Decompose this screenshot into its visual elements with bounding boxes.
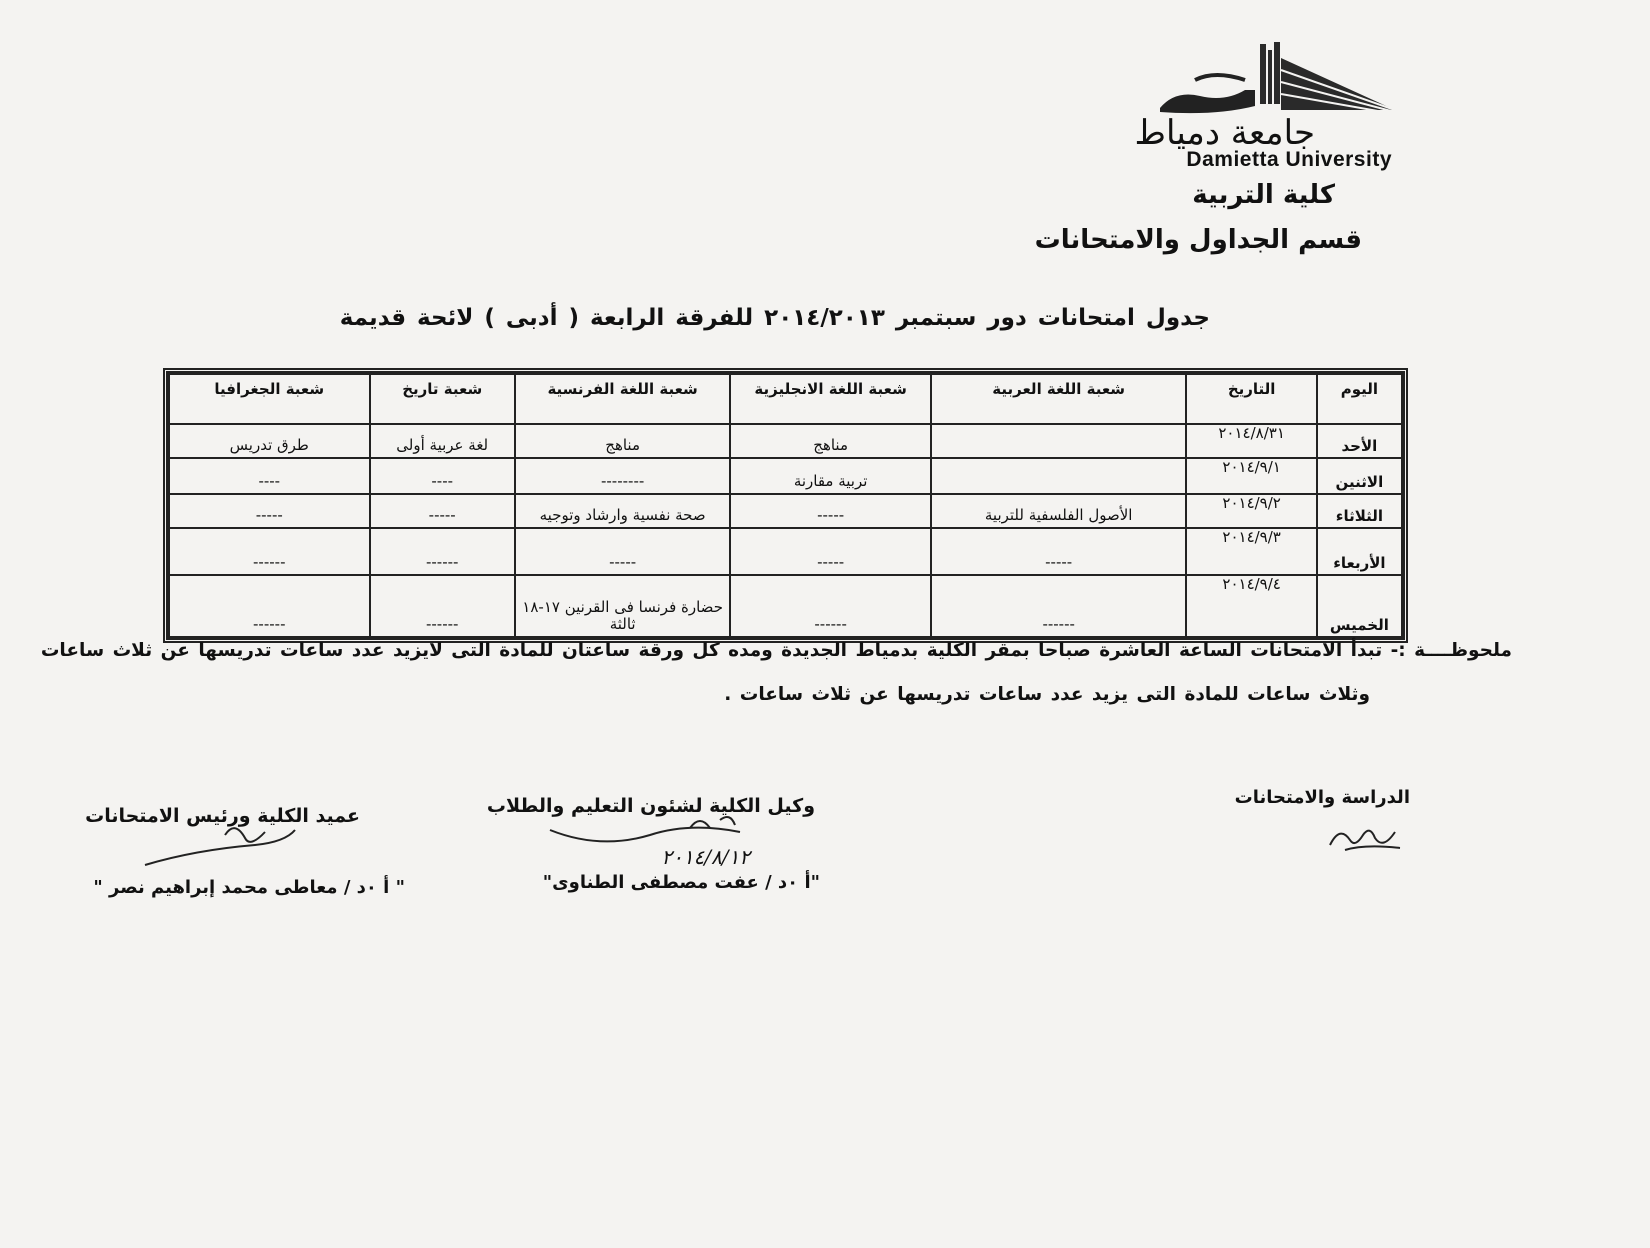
faculty-name: كلية التربية (1192, 180, 1335, 210)
header-arabic: شعبة اللغة العربية (931, 374, 1187, 424)
page-title: جدول امتحانات دور سبتمبر ٢٠١٤/٢٠١٣ للفرقة الرابعة ( أدبى ) لائحة قديمة (339, 305, 1210, 331)
history-cell: ------ (370, 528, 515, 575)
vice-dean-signature-date: ٢٠١٤/٨/١٢ (661, 845, 750, 869)
history-cell: ------ (370, 575, 515, 637)
exam-schedule-table (163, 368, 1408, 643)
french-cell: صحة نفسية وارشاد وتوجيه (515, 494, 731, 528)
geography-cell: ----- (169, 494, 370, 528)
table-row (169, 424, 1402, 458)
geography-cell: ---- (169, 458, 370, 494)
date-cell: ٢٠١٤/٩/٣ (1186, 528, 1316, 575)
history-cell: لغة عربية أولى (370, 424, 515, 458)
department-name: قسم الجداول والامتحانات (1034, 225, 1362, 255)
initials-signature (1325, 820, 1405, 855)
table-row (169, 494, 1402, 528)
note-line-1: ملحوظــــة :- تبدأ الامتحانات الساعة العاشرة صباحا بمقر الكلية بدمياط الجديدة ومده كل ورقة ساعتان للمادة التى لايزيد عدد ساعات تدريسها عن ثلاث ساعات (40, 640, 1512, 661)
french-cell: -------- (515, 458, 731, 494)
arabic-cell: ------ (931, 575, 1187, 637)
arabic-cell (931, 458, 1187, 494)
day-cell: الثلاثاء (1317, 494, 1402, 528)
header-geography: شعبة الجغرافيا (169, 374, 370, 424)
french-cell: ----- (515, 528, 731, 575)
arabic-cell: ----- (931, 528, 1187, 575)
dean-name: " أ ٠د / معاطى محمد إبراهيم نصر " (93, 877, 405, 898)
damietta-university-logo (1155, 40, 1395, 118)
history-cell: ---- (370, 458, 515, 494)
geography-cell: ------ (169, 575, 370, 637)
note-line-2: وثلاث ساعات للمادة التى يزيد عدد ساعات تدريسها عن ثلاث ساعات . (724, 684, 1370, 705)
day-cell: الاثنين (1317, 458, 1402, 494)
day-cell: الأحد (1317, 424, 1402, 458)
table-header-row (169, 374, 1402, 424)
day-cell: الخميس (1317, 575, 1402, 637)
date-cell: ٢٠١٤/٩/١ (1186, 458, 1316, 494)
date-cell: ٢٠١٤/٩/٤ (1186, 575, 1316, 637)
french-cell: حضارة فرنسا فى القرنين ١٧-١٨ ثالثة (515, 575, 731, 637)
vice-dean-title: وكيل الكلية لشئون التعليم والطلاب (486, 795, 815, 817)
history-cell: ----- (370, 494, 515, 528)
table-row (169, 458, 1402, 494)
geography-cell: ------ (169, 528, 370, 575)
university-name-arabic: جامعة دمياط (1134, 113, 1315, 153)
university-name-english: Damietta University (1186, 148, 1392, 171)
french-cell: مناهج (515, 424, 731, 458)
english-cell: ----- (730, 494, 930, 528)
english-cell: ----- (730, 528, 930, 575)
table-row (169, 575, 1402, 637)
english-cell: مناهج (730, 424, 930, 458)
header-day: اليوم (1317, 374, 1402, 424)
english-cell: ------ (730, 575, 930, 637)
arabic-cell (931, 424, 1187, 458)
day-cell: الأربعاء (1317, 528, 1402, 575)
dean-signature (135, 820, 305, 875)
vice-dean-name: "أ ٠د / عفت مصطفى الطناوى" (542, 872, 820, 893)
geography-cell: طرق تدريس (169, 424, 370, 458)
header-history: شعبة تاريخ (370, 374, 515, 424)
date-cell: ٢٠١٤/٩/٢ (1186, 494, 1316, 528)
table-row (169, 528, 1402, 575)
studies-exams-signature-title: الدراسة والامتحانات (1234, 787, 1410, 808)
header-date: التاريخ (1186, 374, 1316, 424)
english-cell: تربية مقارنة (730, 458, 930, 494)
header-english: شعبة اللغة الانجليزية (730, 374, 930, 424)
arabic-cell: الأصول الفلسفية للتربية (931, 494, 1187, 528)
header-french: شعبة اللغة الفرنسية (515, 374, 731, 424)
date-cell: ٢٠١٤/٨/٣١ (1186, 424, 1316, 458)
dean-title: عميد الكلية ورئيس الامتحانات (85, 805, 360, 827)
